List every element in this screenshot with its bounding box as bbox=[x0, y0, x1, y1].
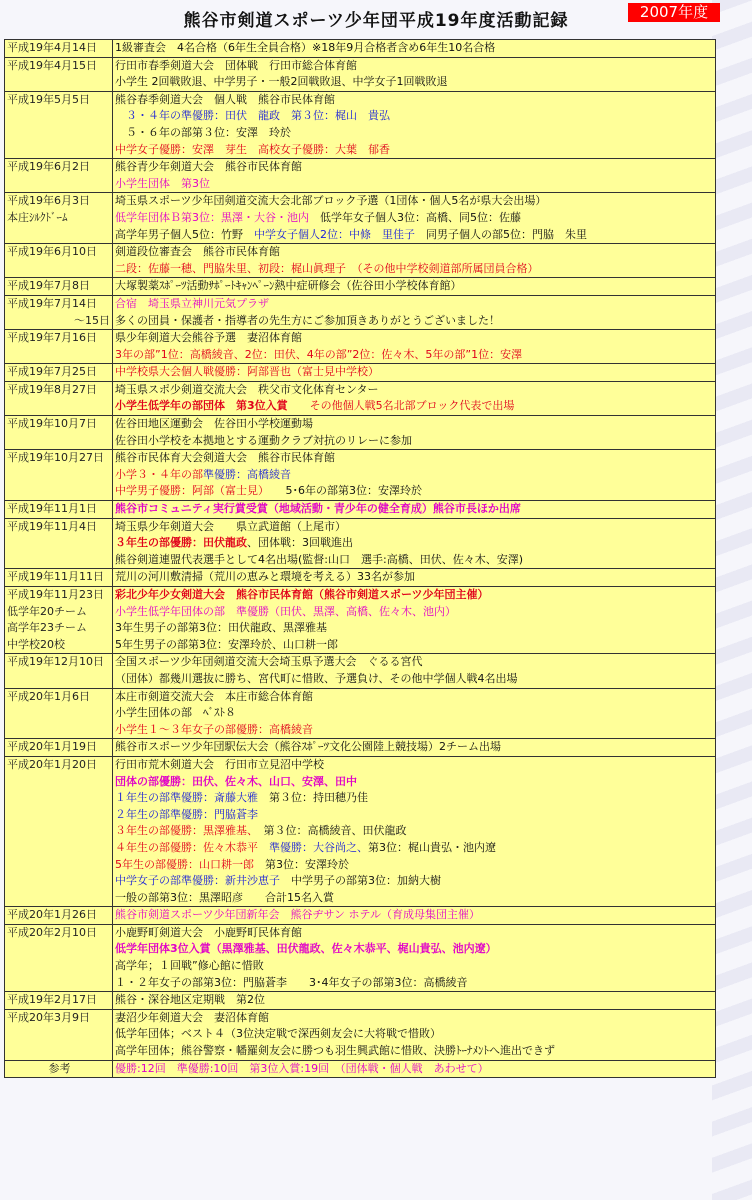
event-date: 平成19年7月25日 bbox=[7, 365, 97, 379]
date-cell bbox=[5, 40, 113, 58]
event-text: 小学生団体 第3位 bbox=[115, 176, 210, 190]
event-date-note: 中学校20校 bbox=[7, 637, 65, 651]
activity-log-body bbox=[5, 40, 716, 1078]
event-text-extra: 準優勝：大谷尚之、 bbox=[258, 840, 368, 854]
event-line bbox=[115, 807, 715, 824]
date-cell bbox=[5, 907, 113, 925]
event-text-extra: 第３位：高橋綾音、田伏龍政 bbox=[252, 824, 407, 838]
event-text-extra: 5･6年の部第3位：安澤玲於 bbox=[263, 484, 422, 498]
event-line bbox=[115, 925, 715, 942]
event-line bbox=[115, 519, 715, 536]
table-row bbox=[5, 587, 716, 654]
event-cell bbox=[113, 416, 716, 450]
event-text: ４年生の部優勝：佐々木恭平 bbox=[115, 840, 258, 854]
event-text: 中学女子優勝：安澤 芽生 高校女子優勝：大葉 郁香 bbox=[115, 142, 390, 156]
date-cell bbox=[5, 1009, 113, 1060]
event-text: 低学年団体3位入賞（黒澤雅基、田伏龍政、佐々木恭平、梶山貴弘、池内遼） bbox=[115, 942, 497, 956]
event-line bbox=[115, 125, 715, 142]
event-text: 剣道段位審査会 熊谷市民体育館 bbox=[115, 245, 280, 259]
year-badge: 2007年度 bbox=[628, 3, 720, 22]
event-text: 県少年剣道大会熊谷予選 妻沼体育館 bbox=[115, 331, 302, 345]
table-row bbox=[5, 91, 716, 158]
event-line bbox=[115, 296, 715, 313]
date-cell bbox=[5, 381, 113, 415]
event-text: 高学年；１回戦”修心館に惜敗 bbox=[115, 959, 264, 973]
activity-log-table bbox=[4, 39, 716, 1078]
event-cell bbox=[113, 587, 716, 654]
event-line bbox=[115, 1026, 715, 1043]
event-text: 彩北少年少女剣道大会 熊谷市民体育館（熊谷市剣道スポーツ少年団主催） bbox=[115, 588, 489, 601]
event-text: 中学男子優勝：阿部（富士見） bbox=[115, 484, 264, 498]
event-text: 5年生の部優勝：山口耕一郎 bbox=[115, 857, 254, 871]
event-line bbox=[115, 587, 715, 604]
event-text: 埼玉県少年剣道大会 県立武道館（上尾市） bbox=[115, 519, 346, 533]
event-text: 中学校県大会個人戦優勝：阿部晋也（富士見中学校） bbox=[115, 365, 379, 379]
event-date: 平成19年4月15日 bbox=[7, 58, 97, 72]
date-cell bbox=[5, 416, 113, 450]
date-cell bbox=[5, 739, 113, 757]
event-line bbox=[115, 823, 715, 840]
event-line bbox=[115, 467, 715, 484]
event-text: 妻沼少年剣道大会 妻沼体育館 bbox=[115, 1010, 269, 1024]
event-date: 平成19年7月14日 bbox=[7, 296, 97, 310]
event-text: 本庄市剣道交流大会 本庄市総合体育館 bbox=[115, 689, 313, 703]
table-row bbox=[5, 159, 716, 193]
event-text: 行田市春季剣道大会 団体戦 行田市総合体育館 bbox=[115, 58, 357, 72]
event-line bbox=[115, 74, 715, 91]
event-text: 熊谷市スポーツ少年団駅伝大会（熊谷ｽﾎﾟｰﾂ文化公園陸上競技場）2チーム出場 bbox=[115, 740, 502, 754]
date-cell bbox=[5, 756, 113, 906]
event-line bbox=[115, 671, 715, 688]
date-cell bbox=[5, 501, 113, 519]
date-cell bbox=[5, 518, 113, 569]
event-line bbox=[115, 159, 715, 176]
event-line bbox=[115, 58, 715, 75]
event-cell bbox=[113, 57, 716, 91]
event-text-extra: 準優勝：高橋綾音 bbox=[203, 467, 291, 481]
event-date: 平成19年11月11日 bbox=[7, 570, 104, 584]
event-line bbox=[115, 992, 715, 1009]
event-text: 小学生団体の部 ﾍﾞｽﾄ８ bbox=[115, 706, 236, 720]
event-cell bbox=[113, 450, 716, 501]
event-text: 小学３・４年の部 bbox=[115, 467, 203, 481]
event-date: 平成20年2月10日 bbox=[7, 925, 97, 939]
event-date: 平成19年6月3日 bbox=[7, 194, 90, 208]
event-date-note: 本庄ｼﾙｸﾄﾞｰﾑ bbox=[7, 210, 68, 224]
event-line bbox=[115, 483, 715, 500]
event-text-extra: 中学女子個人2位：中條 里佳子 bbox=[243, 227, 415, 241]
event-date: 平成20年1月26日 bbox=[7, 908, 97, 922]
event-date: 平成20年3月9日 bbox=[7, 1010, 90, 1024]
table-row bbox=[5, 40, 716, 58]
event-text: 熊谷市民体育大会剣道大会 熊谷市民体育館 bbox=[115, 451, 335, 465]
event-line bbox=[115, 347, 715, 364]
event-line bbox=[115, 774, 715, 791]
event-cell bbox=[113, 159, 716, 193]
table-row bbox=[5, 501, 716, 519]
event-cell bbox=[113, 924, 716, 991]
table-row bbox=[5, 57, 716, 91]
event-line bbox=[115, 108, 715, 125]
date-cell bbox=[5, 450, 113, 501]
event-line bbox=[115, 654, 715, 671]
event-text: 熊谷市コミュニティ実行賞受賞（地域活動・青少年の健全育成）熊谷市長ほか出席 bbox=[115, 502, 521, 516]
table-row bbox=[5, 295, 716, 329]
event-cell bbox=[113, 907, 716, 925]
event-text-extra: 低学年女子個人3位：高橋、同5位：佐藤 bbox=[309, 210, 521, 224]
table-row bbox=[5, 330, 716, 364]
event-date: 平成19年2月17日 bbox=[7, 993, 97, 1007]
event-text: １・２年女子の部第3位：門脇蒼李 3･4年女子の部第3位：高橋綾音 bbox=[115, 975, 468, 989]
date-cell bbox=[5, 992, 113, 1010]
date-cell bbox=[5, 924, 113, 991]
date-cell bbox=[5, 295, 113, 329]
event-line bbox=[115, 722, 715, 739]
background-pattern bbox=[712, 0, 752, 1200]
event-line bbox=[115, 330, 715, 347]
event-text: ３年生の部優勝：黒澤雅基、 bbox=[115, 824, 253, 838]
event-text: 二段：佐藤一穂、門脇朱里、初段：梶山眞理子 （その他中学校剣道部所属団員合格） bbox=[115, 261, 539, 275]
event-cell bbox=[113, 739, 716, 757]
event-text: 熊谷・深谷地区定期戦 第2位 bbox=[115, 993, 265, 1007]
event-line bbox=[115, 227, 715, 244]
event-line bbox=[115, 313, 715, 330]
event-text-extra: 第３位：持田穂乃佳 bbox=[258, 791, 368, 805]
event-cell bbox=[113, 244, 716, 278]
event-text: 熊谷青少年剣道大会 熊谷市民体育館 bbox=[115, 160, 302, 174]
table-row bbox=[5, 924, 716, 991]
event-line bbox=[115, 739, 715, 756]
event-line bbox=[115, 790, 715, 807]
event-text: 低学年団体Ｂ第3位：黒澤・大谷・池内 bbox=[115, 210, 309, 224]
event-text: 多くの団員・保護者・指導者の先生方にご参加頂きありがとうございました！ bbox=[115, 313, 500, 327]
summary-row bbox=[5, 1060, 716, 1078]
event-text: 熊谷剣道連盟代表選手として4名出場(監督:山口 選手:高橋、田伏、佐々木、安澤) bbox=[115, 552, 523, 566]
event-cell bbox=[113, 992, 716, 1010]
event-date: 平成19年6月2日 bbox=[7, 160, 90, 174]
event-line bbox=[115, 840, 715, 857]
event-text: 佐谷田地区運動会 佐谷田小学校運動場 bbox=[115, 417, 313, 431]
event-text: 1級審査会 4名合格（6年生全員合格）※18年9月合格者含め6年生10名合格 bbox=[115, 41, 496, 54]
event-text: 埼玉県スポーツ少年団剣道交流大会北部ブロック予選（1団体・個人5名が県大会出場） bbox=[115, 194, 547, 208]
event-cell bbox=[113, 569, 716, 587]
table-row bbox=[5, 992, 716, 1010]
event-line bbox=[115, 176, 715, 193]
event-text: 中学女子の部準優勝：新井沙恵子 bbox=[115, 874, 280, 888]
date-cell bbox=[5, 364, 113, 382]
page-title: 熊谷市剣道スポーツ少年団平成19年度活動記録 bbox=[183, 11, 569, 31]
date-cell bbox=[5, 654, 113, 688]
event-cell bbox=[113, 654, 716, 688]
event-text: 行田市荒木剣道大会 行田市立見沼中学校 bbox=[115, 757, 324, 771]
event-date: 平成19年11月4日 bbox=[7, 519, 97, 533]
event-cell bbox=[113, 278, 716, 296]
event-cell bbox=[113, 40, 716, 58]
event-text: 佐谷田小学校を本拠地とする運動クラブ対抗のリレーに参加 bbox=[115, 433, 412, 447]
event-line bbox=[115, 873, 715, 890]
date-cell bbox=[5, 330, 113, 364]
event-text: ３年生の部優勝：田伏龍政 bbox=[115, 536, 247, 550]
event-line bbox=[115, 535, 715, 552]
event-text-extra: 同男子個人の部5位：門脇 朱里 bbox=[415, 227, 587, 241]
date-cell bbox=[5, 244, 113, 278]
date-cell bbox=[5, 688, 113, 739]
event-date: 平成19年10月7日 bbox=[7, 417, 97, 431]
table-row bbox=[5, 907, 716, 925]
event-line bbox=[115, 552, 715, 569]
event-line bbox=[115, 604, 715, 621]
event-line bbox=[115, 193, 715, 210]
event-line bbox=[115, 689, 715, 706]
event-date: 平成19年8月27日 bbox=[7, 382, 97, 396]
event-line bbox=[115, 857, 715, 874]
event-cell bbox=[113, 1009, 716, 1060]
event-line bbox=[115, 278, 715, 295]
event-text: 高学年団体；熊谷警察・幡羅剣友会に勝つも羽生興武館に惜敗、決勝ﾄｰﾅﾒﾝﾄへ進出できず bbox=[115, 1044, 555, 1058]
event-date: 平成19年6月10日 bbox=[7, 245, 97, 259]
event-cell bbox=[113, 193, 716, 244]
event-date-note: 低学年20チーム bbox=[7, 604, 87, 618]
event-cell bbox=[113, 518, 716, 569]
event-line bbox=[115, 569, 715, 586]
event-text: 合宿 埼玉県立神川元気プラザ bbox=[115, 296, 269, 310]
event-line bbox=[115, 1010, 715, 1027]
event-date: 平成19年10月27日 bbox=[7, 451, 104, 465]
event-date: 平成20年1月19日 bbox=[7, 740, 97, 754]
date-cell bbox=[5, 193, 113, 244]
date-cell bbox=[5, 57, 113, 91]
table-row bbox=[5, 1009, 716, 1060]
event-line bbox=[115, 941, 715, 958]
event-text-extra: その他個人戦5名北部ブロック代表で出場 bbox=[287, 399, 515, 413]
event-date-note: ～15日 bbox=[74, 313, 110, 327]
event-line bbox=[115, 261, 715, 278]
event-cell bbox=[113, 91, 716, 158]
event-date: 平成19年5月5日 bbox=[7, 92, 90, 106]
date-cell bbox=[5, 91, 113, 158]
event-text: ２年生の部準優勝：門脇蒼李 bbox=[115, 807, 258, 821]
event-line bbox=[115, 1043, 715, 1060]
event-line bbox=[115, 398, 715, 415]
event-text-extra: 第3位：梶山貴弘・池内遼 bbox=[368, 840, 496, 854]
event-line bbox=[115, 907, 715, 924]
event-cell bbox=[113, 330, 716, 364]
event-text: 大塚製薬ｽﾎﾟｰﾂ活動ｻﾎﾟｰﾄｷｬﾝﾍﾟｰﾝ熱中症研修会（佐谷田小学校体育館） bbox=[115, 279, 462, 293]
summary-label: 参考 bbox=[5, 1060, 113, 1078]
event-line bbox=[115, 416, 715, 433]
event-date: 平成20年1月6日 bbox=[7, 689, 90, 703]
event-line bbox=[115, 757, 715, 774]
table-row bbox=[5, 688, 716, 739]
summary-cell bbox=[113, 1060, 716, 1078]
event-date: 平成20年1月20日 bbox=[7, 757, 97, 771]
table-row bbox=[5, 450, 716, 501]
event-text: 埼玉県スポ少剣道交流大会 秩父市文化体育センター bbox=[115, 382, 379, 396]
event-date: 平成19年4月14日 bbox=[7, 41, 97, 54]
event-cell bbox=[113, 381, 716, 415]
event-text: 団体の部優勝：田伏、佐々木、山口、安澤、田中 bbox=[115, 774, 357, 788]
event-line bbox=[115, 890, 715, 907]
event-text: 熊谷市剣道スポーツ少年団新年会 熊谷ヂサン ホテル（育成母集団主催） bbox=[115, 908, 480, 922]
date-cell bbox=[5, 278, 113, 296]
event-text: １年生の部準優勝：斎藤大雅 bbox=[115, 791, 258, 805]
event-date: 平成19年12月10日 bbox=[7, 655, 104, 669]
event-date: 平成19年11月23日 bbox=[7, 588, 104, 601]
event-text: 小学生１～３年女子の部優勝：高橋綾音 bbox=[115, 722, 313, 736]
event-text: 3年の部”1位：高橋綾音、2位：田伏、4年の部”2位：佐々木、5年の部”1位：安澤 bbox=[115, 347, 523, 361]
event-text-extra: 中学男子の部第3位：加納大樹 bbox=[280, 874, 441, 888]
event-line bbox=[115, 501, 715, 518]
event-text: （団体）都幾川選抜に勝ち、宮代町に惜敗、予選負け、その他中学個人戦4名出場 bbox=[115, 671, 518, 685]
event-line bbox=[115, 450, 715, 467]
table-row bbox=[5, 381, 716, 415]
event-text: 荒川の河川敷清掃（荒川の恵みと環境を考える）33名が参加 bbox=[115, 570, 415, 584]
event-date: 平成19年11月1日 bbox=[7, 502, 97, 516]
event-cell bbox=[113, 364, 716, 382]
table-row bbox=[5, 518, 716, 569]
event-text: 一般の部第3位：黒澤昭彦 合計15名入賞 bbox=[115, 890, 334, 904]
event-line bbox=[115, 40, 715, 57]
event-cell bbox=[113, 295, 716, 329]
table-row bbox=[5, 756, 716, 906]
date-cell bbox=[5, 587, 113, 654]
event-text-extra: 、団体戦：3回戦進出 bbox=[247, 536, 353, 550]
event-text: 3年生男子の部第3位：田伏龍政、黒澤雅基 bbox=[115, 621, 327, 635]
table-row bbox=[5, 244, 716, 278]
event-cell bbox=[113, 501, 716, 519]
table-row bbox=[5, 364, 716, 382]
event-line bbox=[115, 975, 715, 992]
table-row bbox=[5, 739, 716, 757]
event-line bbox=[115, 958, 715, 975]
event-cell bbox=[113, 688, 716, 739]
event-date-note: 高学年23チーム bbox=[7, 621, 87, 635]
event-text: 小学生 2回戦敗退、中学男子・一般2回戦敗退、中学女子1回戦敗退 bbox=[115, 75, 448, 89]
event-text: 小鹿野町剣道大会 小鹿野町民体育館 bbox=[115, 925, 302, 939]
table-row bbox=[5, 416, 716, 450]
event-text: ５・６年の部第３位：安澤 玲於 bbox=[115, 125, 291, 139]
event-line bbox=[115, 210, 715, 227]
table-row bbox=[5, 569, 716, 587]
event-date: 平成19年7月16日 bbox=[7, 331, 97, 345]
table-row bbox=[5, 654, 716, 688]
date-cell bbox=[5, 159, 113, 193]
event-line bbox=[115, 244, 715, 261]
date-cell bbox=[5, 569, 113, 587]
event-line bbox=[115, 620, 715, 637]
event-line bbox=[115, 637, 715, 654]
event-text: 低学年団体；ベスト４（3位決定戦で深西剣友会に大将戦で惜敗） bbox=[115, 1027, 441, 1041]
event-text-extra: 第3位：安澤玲於 bbox=[254, 857, 349, 871]
event-text: ３・４年の準優勝：田伏 龍政 第３位：梶山 貴弘 bbox=[115, 109, 390, 123]
event-line bbox=[115, 433, 715, 450]
event-text: 小学生低学年団体の部 準優勝（田伏、黒澤、高橋、佐々木、池内） bbox=[115, 604, 456, 618]
event-line bbox=[115, 364, 715, 381]
table-row bbox=[5, 193, 716, 244]
event-date: 平成19年7月8日 bbox=[7, 279, 90, 293]
summary-text: 優勝:12回 準優勝:10回 第3位入賞:19回 （団体戦・個人戦 あわせて） bbox=[115, 1061, 489, 1075]
event-line bbox=[115, 705, 715, 722]
event-text: 熊谷春季剣道大会 個人戦 熊谷市民体育館 bbox=[115, 92, 335, 106]
event-text: 高学年男子個人5位：竹野 bbox=[115, 227, 243, 241]
event-cell bbox=[113, 756, 716, 906]
event-line bbox=[115, 92, 715, 109]
event-text: 小学生低学年の部団体 第3位入賞 bbox=[115, 399, 288, 413]
event-text: 5年生男子の部第3位：安澤玲於、山口耕一郎 bbox=[115, 637, 338, 651]
event-text: 全国スポーツ少年団剣道交流大会埼玉県予選大会 ぐるる宮代 bbox=[115, 655, 423, 669]
event-line bbox=[115, 142, 715, 159]
event-line bbox=[115, 382, 715, 399]
table-row bbox=[5, 278, 716, 296]
